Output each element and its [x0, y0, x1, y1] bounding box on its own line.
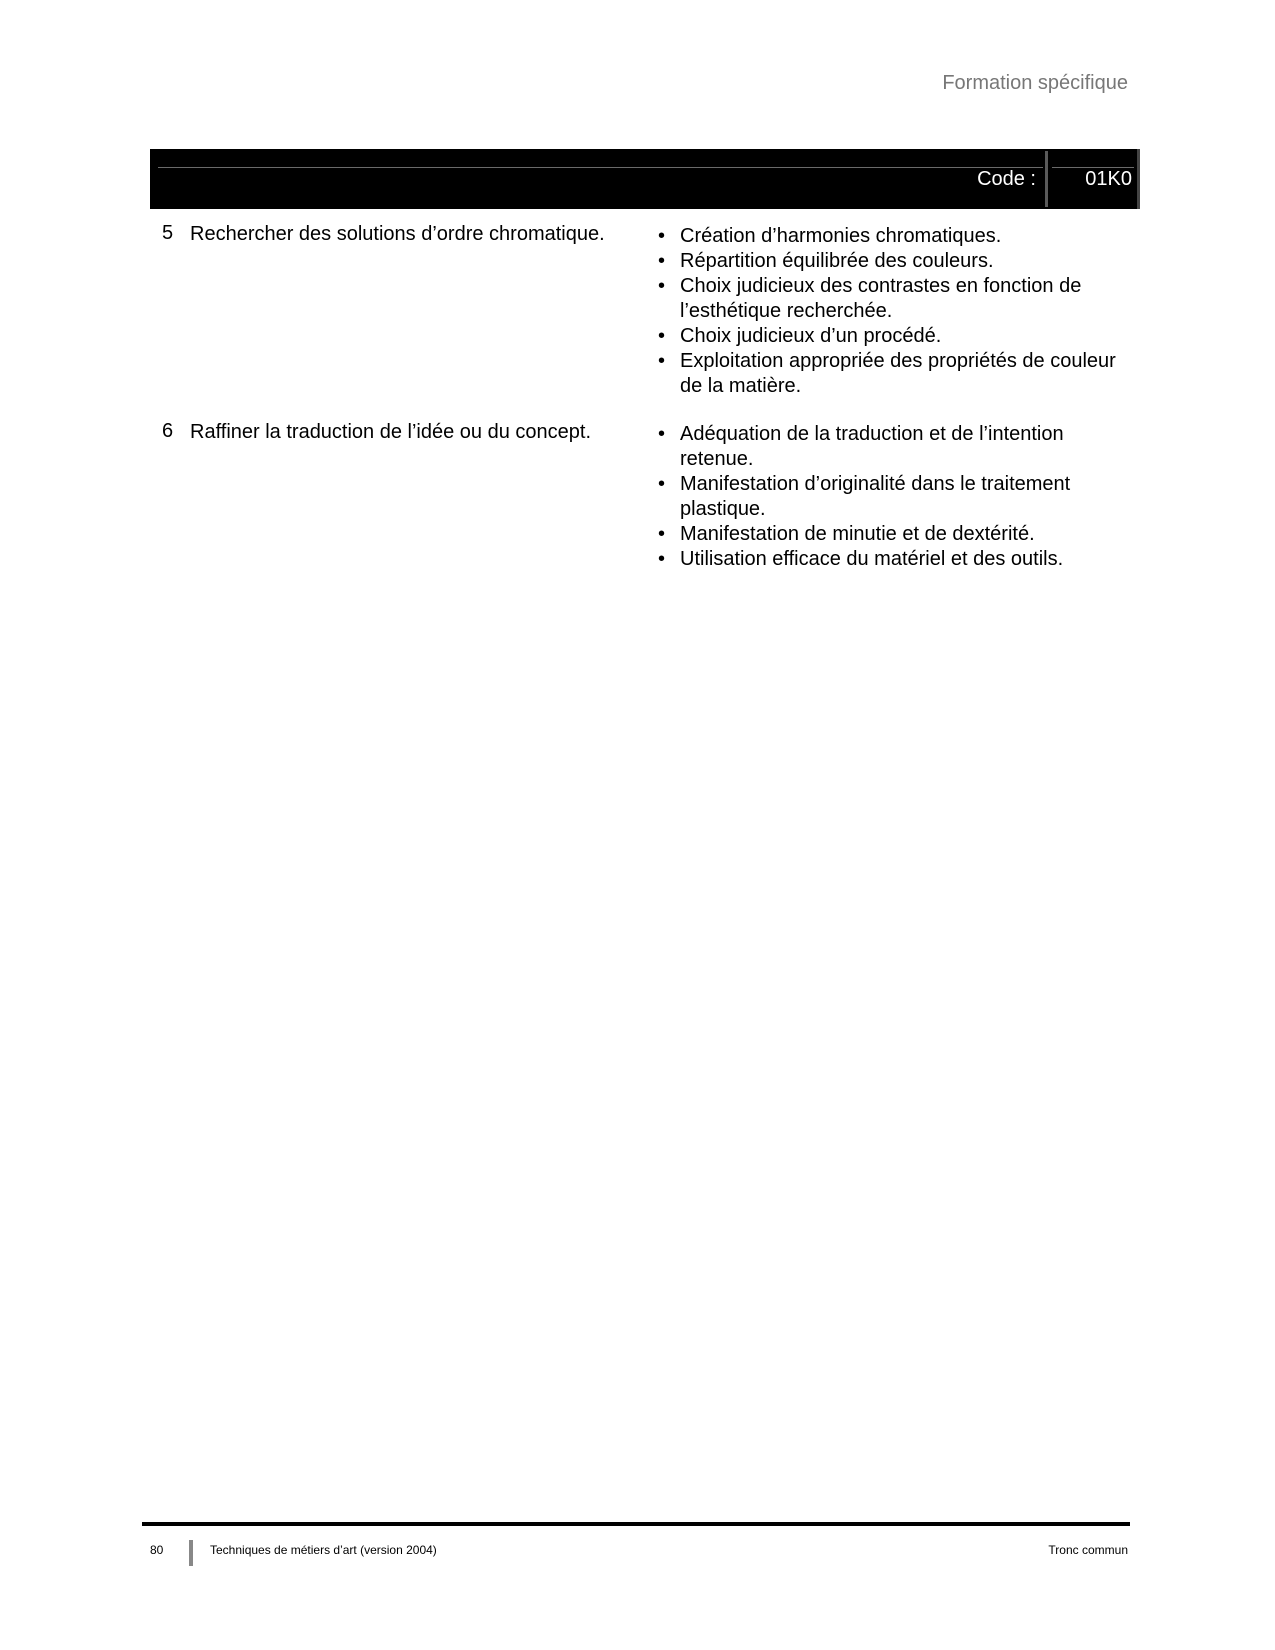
criterion-item: • Création d’harmonies chromatiques.: [658, 224, 1128, 249]
element-number: 5: [162, 222, 174, 244]
criteria-list: [658, 422, 1128, 572]
code-value: 01K0: [1085, 168, 1132, 190]
running-head-title: Formation spécifique: [942, 72, 1128, 94]
criterion-item: • Choix judicieux des contrastes en fonction de l’esthétique recherchée.: [658, 274, 1128, 324]
criterion-item: • Manifestation d’originalité dans le traitement plastique.: [658, 472, 1128, 522]
criterion-item: • Manifestation de minutie et de dextérité.: [658, 522, 1128, 547]
footer-section: Tronc commun: [1048, 1543, 1128, 1557]
criterion-item: • Adéquation de la traduction et de l’intention retenue.: [658, 422, 1128, 472]
criterion-item: • Choix judicieux d’un procédé.: [658, 324, 1128, 349]
code-bar-separator: [1045, 151, 1048, 207]
element-title: Raffiner la traduction de l’idée ou du concept.: [190, 421, 592, 443]
code-bar: [150, 149, 1140, 209]
element-title: Rechercher des solutions d’ordre chromatique.: [190, 223, 605, 245]
criteria-list: [658, 224, 1128, 399]
code-label: Code :: [977, 168, 1036, 190]
footer-rule: [142, 1522, 1130, 1526]
footer-divider: [189, 1540, 193, 1566]
footer-page-number: 80: [150, 1543, 164, 1557]
footer-document-title: Techniques de métiers d’art (version 2004): [210, 1543, 437, 1557]
criterion-item: • Utilisation efficace du matériel et des outils.: [658, 547, 1128, 572]
code-bar-rule: [158, 167, 1043, 168]
criterion-item: • Répartition équilibrée des couleurs.: [658, 249, 1128, 274]
element-number: 6: [162, 420, 174, 442]
code-bar-edge: [1137, 149, 1140, 209]
criterion-item: • Exploitation appropriée des propriétés de couleur de la matière.: [658, 349, 1128, 399]
